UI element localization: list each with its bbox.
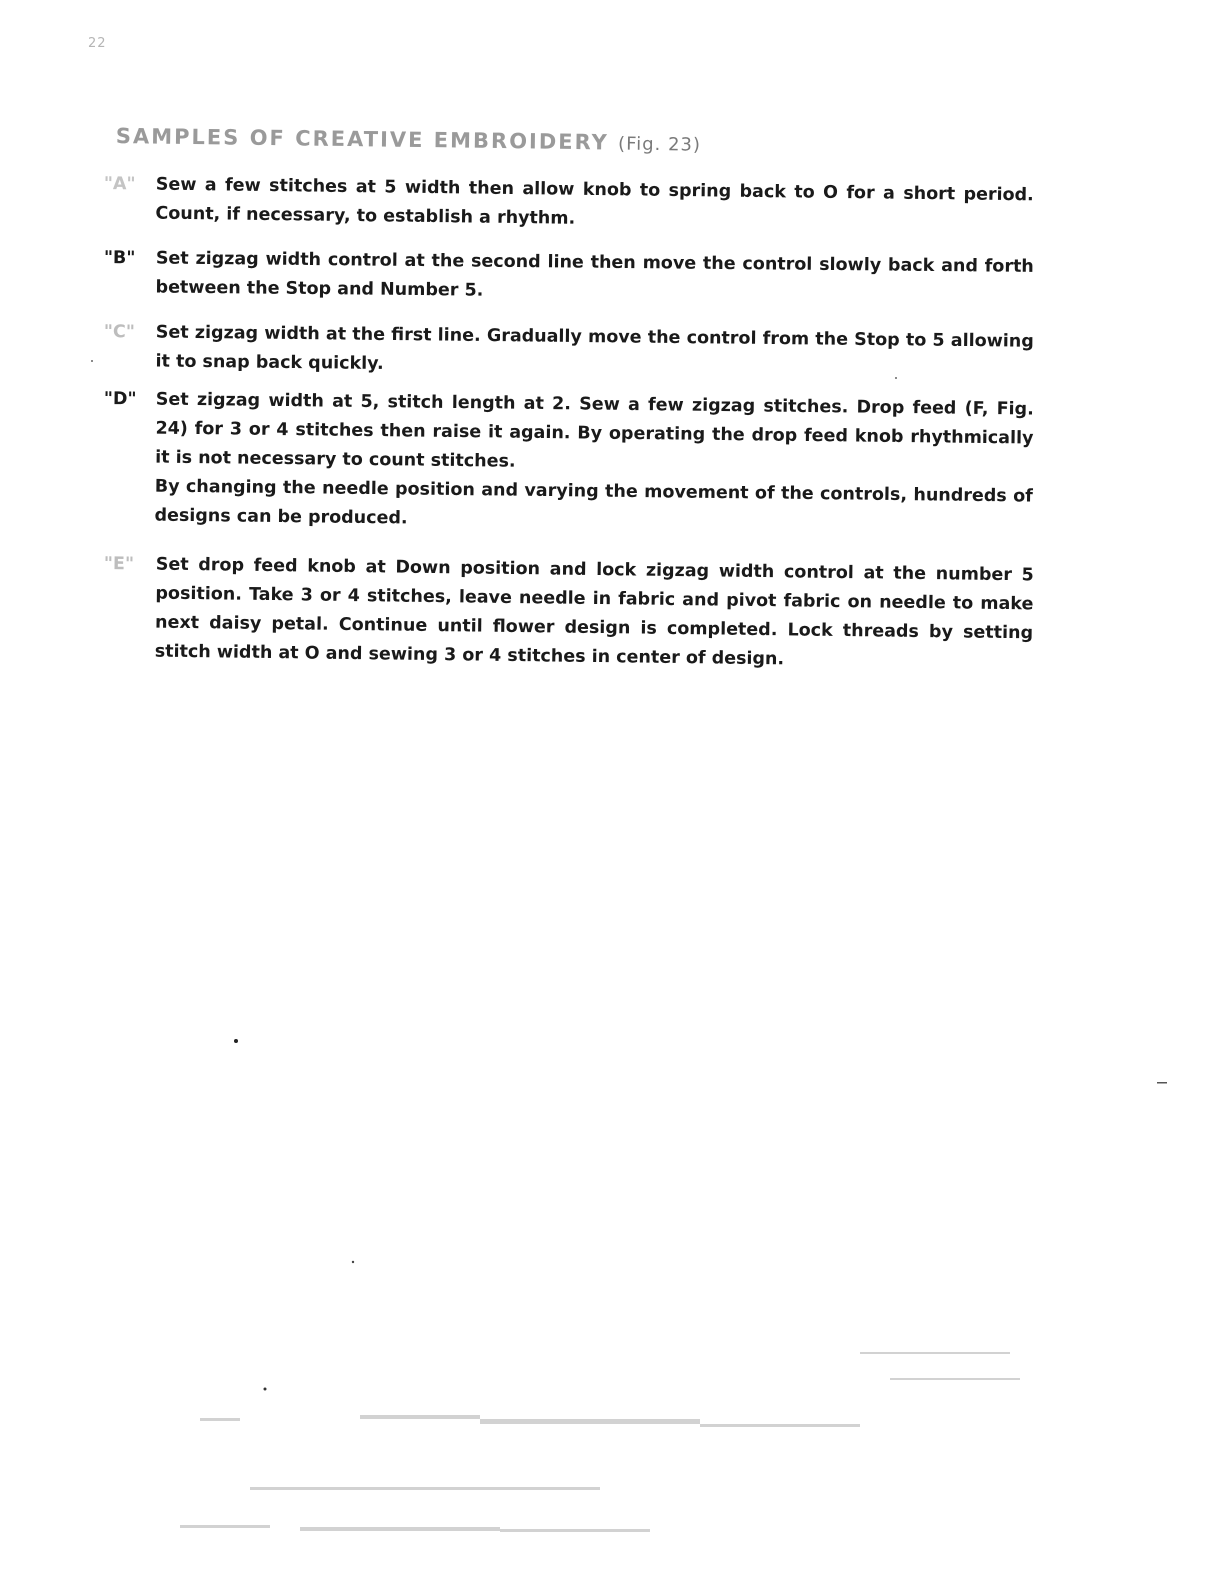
entry-text: Set zigzag width at the first line. Gradually move the control from the Stop to 5 allowing it to snap back quickly. <box>155 322 1034 374</box>
entry-note: By changing the needle position and varying the movement of the controls, hundreds of designs can be produced. <box>154 476 1033 529</box>
entry-label: "C" <box>103 321 136 343</box>
page-number: 22 <box>88 36 107 51</box>
entry-text: Set drop feed knob at Down position and lock zigzag width control at the number 5 position. Take 3 or 4 stitches, leave needle in fabric and pivot fabric on needle to make next daisy petal. Continue until flower design is completed. Lock threads by setting stitch width at O and sewing 3 or 4 stitches in center of design. <box>154 554 1034 670</box>
entry-c <box>103 318 1034 386</box>
entry-a <box>103 170 1034 239</box>
title-text: SAMPLES OF CREATIVE EMBROIDERY <box>115 124 609 155</box>
figure-reference: (Fig. 23) <box>617 133 702 156</box>
entry-e <box>103 550 1034 677</box>
entry-b <box>103 244 1034 311</box>
entry-label: "E" <box>103 553 135 575</box>
entry-label: "A" <box>103 173 136 195</box>
entry-d <box>102 385 1034 541</box>
entry-text: Set zigzag width control at the second line then move the control slowly back and forth between the Stop and Number 5. <box>155 248 1034 301</box>
entry-text: Set zigzag width at 5, stitch length at 2. Sew a few zigzag stitches. Drop feed (F, Fig. 24) for 3 or 4 stitches then raise it again. By operating the drop feed knob rhythmically it is not necessary to count stitches. <box>155 389 1034 472</box>
entry-text: Sew a few stitches at 5 width then allow knob to spring back to O for a short period. Count, if necessary, to establish a rhythm. <box>155 174 1034 229</box>
entry-label: "B" <box>103 247 136 269</box>
entry-label: "D" <box>103 388 137 410</box>
page-title <box>116 124 876 158</box>
